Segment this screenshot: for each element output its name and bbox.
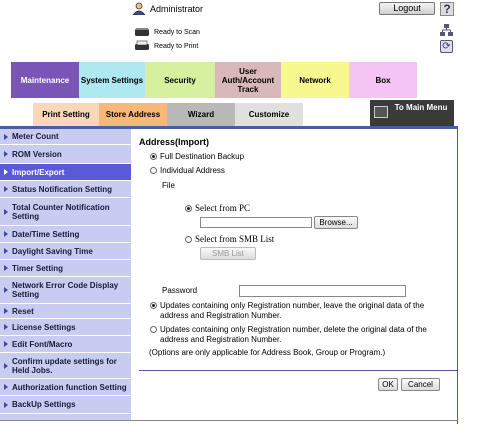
arrow-right-icon <box>4 134 8 140</box>
content-border-bottom <box>0 420 458 421</box>
to-main-menu-button[interactable] <box>370 100 454 126</box>
tab-store-address[interactable]: Store Address <box>99 103 167 126</box>
option-delete-data-label: Updates containing only Registration number, delete the original data of the address and Registration Number. <box>160 325 427 344</box>
sidebar-item-timer-setting[interactable] <box>0 260 131 277</box>
select-from-smb-radio[interactable] <box>185 236 192 243</box>
tab-box[interactable]: Box <box>349 62 417 98</box>
sidebar-item-label: Confirm update settings for Held Jobs. <box>12 356 117 375</box>
tab-network[interactable]: Network <box>281 62 349 98</box>
sidebar-item-authorization-function[interactable] <box>0 379 131 396</box>
admin-user-icon <box>132 2 146 15</box>
user-name: Administrator <box>150 4 204 14</box>
content-border-right <box>457 126 458 424</box>
sidebar-item-edit-font-macro[interactable] <box>0 336 131 353</box>
password-input[interactable] <box>239 285 406 297</box>
scan-status: Ready to Scan <box>154 29 200 36</box>
arrow-right-icon <box>4 169 8 175</box>
arrow-right-icon <box>4 384 8 390</box>
sidebar-item-label: License Settings <box>12 322 76 332</box>
to-main-menu-label: To Main Menu <box>394 103 448 112</box>
tab-customize[interactable]: Customize <box>235 103 303 126</box>
sidebar-item-license-settings[interactable] <box>0 319 131 336</box>
sidebar-item-label: Daylight Saving Time <box>12 246 93 256</box>
main-menu-icon <box>374 106 388 118</box>
logout-button[interactable]: Logout <box>379 2 435 15</box>
tab-print-setting[interactable]: Print Setting <box>33 103 99 126</box>
sidebar-item-label: Total Counter Notification Setting <box>12 202 110 221</box>
arrow-right-icon <box>4 186 8 192</box>
sidebar-item-date-time[interactable] <box>0 226 131 243</box>
sidebar-item-label: ROM Version <box>12 149 62 159</box>
content-divider <box>139 370 457 371</box>
tab-user-auth[interactable]: User Auth/Account Track <box>215 62 281 98</box>
options-note: (Options are only applicable for Address Book, Group or Program.) <box>149 348 386 357</box>
sidebar-item-label: Date/Time Setting <box>12 229 80 239</box>
option-leave-data-label: Updates containing only Registration number, leave the original data of the address and Registration Number. <box>160 301 425 320</box>
arrow-right-icon <box>4 324 8 330</box>
full-backup-label: Full Destination Backup <box>160 152 245 161</box>
sidebar-item-label: Timer Setting <box>12 263 63 273</box>
sidebar-item-reset[interactable] <box>0 304 131 319</box>
password-label: Password <box>162 286 198 295</box>
arrow-right-icon <box>4 151 8 157</box>
sidebar-item-label: Meter Count <box>12 132 59 141</box>
sidebar-item-label: Edit Font/Macro <box>12 339 73 349</box>
arrow-right-icon <box>4 341 8 347</box>
help-button[interactable]: ? <box>440 2 454 16</box>
sidebar <box>0 129 131 420</box>
individual-address-radio[interactable] <box>150 167 157 174</box>
individual-address-label: Individual Address <box>160 166 225 175</box>
tab-system-settings[interactable]: System Settings <box>79 62 145 98</box>
sidebar-item-total-counter-notification[interactable] <box>0 198 131 226</box>
arrow-right-icon <box>4 287 8 293</box>
tab-maintenance[interactable]: Maintenance <box>11 62 79 98</box>
full-backup-radio[interactable] <box>150 153 157 160</box>
arrow-right-icon <box>4 402 8 408</box>
sidebar-item-status-notification[interactable] <box>0 181 131 198</box>
sidebar-item-network-error-code[interactable] <box>0 277 131 304</box>
network-icon[interactable] <box>440 24 453 36</box>
ok-button[interactable]: OK <box>378 378 398 391</box>
page-title: Address(Import) <box>139 137 210 147</box>
sidebar-item-daylight-saving[interactable] <box>0 243 131 260</box>
sidebar-item-label: Authorization function Setting <box>12 382 127 392</box>
sidebar-item-label: Import/Export <box>12 167 65 177</box>
arrow-right-icon <box>4 209 8 215</box>
sidebar-item-label: Network Error Code Display Setting <box>12 281 119 299</box>
tab-wizard[interactable]: Wizard <box>167 103 235 126</box>
arrow-right-icon <box>4 231 8 237</box>
sidebar-item-import-export[interactable] <box>0 164 131 181</box>
sidebar-item-label: BackUp Settings <box>12 400 76 409</box>
sidebar-item-label: Reset <box>12 306 34 316</box>
select-from-pc-label: Select from PC <box>195 203 250 213</box>
file-path-input[interactable] <box>200 217 312 228</box>
refresh-icon[interactable]: ⟳ <box>440 40 453 53</box>
file-label: File <box>162 181 175 190</box>
arrow-right-icon <box>4 248 8 254</box>
option-leave-data-radio[interactable] <box>150 302 157 309</box>
tab-security[interactable]: Security <box>145 62 215 98</box>
sidebar-item-backup-settings[interactable] <box>0 396 131 414</box>
select-from-smb-label: Select from SMB List <box>195 234 275 244</box>
arrow-right-icon <box>4 265 8 271</box>
select-from-pc-radio[interactable] <box>185 205 192 212</box>
arrow-right-icon <box>4 308 8 314</box>
sidebar-item-confirm-update-held-jobs[interactable] <box>0 353 131 379</box>
sidebar-item-meter-count[interactable] <box>0 129 131 145</box>
cancel-button[interactable]: Cancel <box>401 378 440 391</box>
sidebar-item-rom-version[interactable] <box>0 145 131 164</box>
smb-list-button[interactable]: SMB List <box>200 247 256 260</box>
option-delete-data-radio[interactable] <box>150 326 157 333</box>
printer-icon <box>134 40 150 52</box>
print-status: Ready to Print <box>154 43 199 50</box>
arrow-right-icon <box>4 363 8 369</box>
scanner-icon <box>134 26 150 38</box>
sidebar-item-label: Status Notification Setting <box>12 184 112 194</box>
browse-button[interactable]: Browse... <box>314 216 358 229</box>
